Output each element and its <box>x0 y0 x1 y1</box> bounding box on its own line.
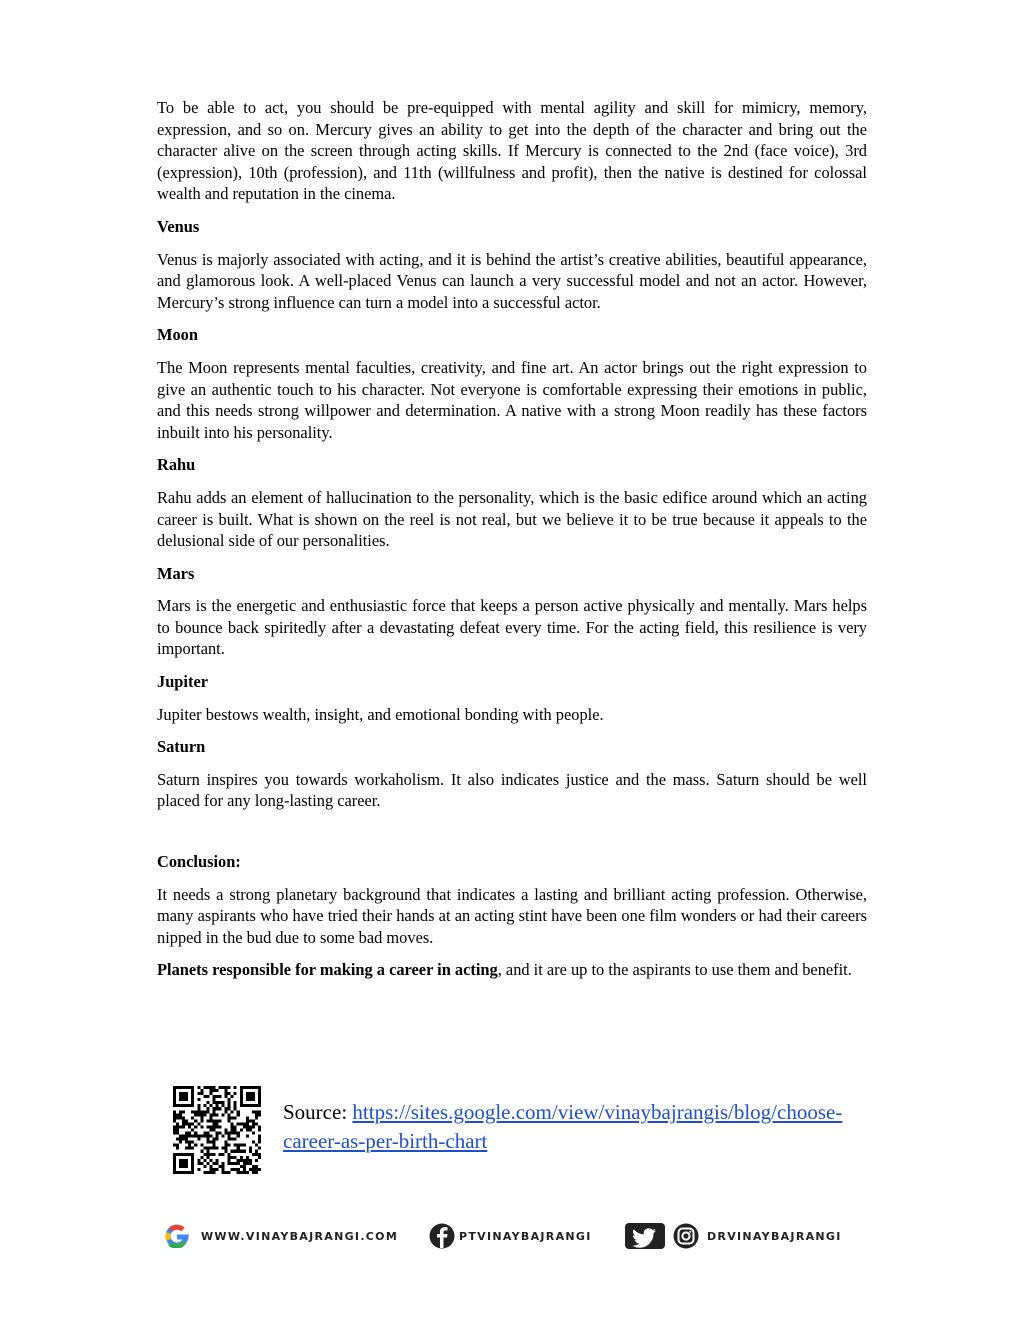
twitter-icon <box>625 1223 665 1249</box>
source-label: Source: <box>283 1100 353 1124</box>
section-saturn <box>157 736 867 812</box>
social-label: DRVINAYBAJRANGI <box>707 1229 842 1243</box>
footer-social[interactable] <box>625 1222 842 1250</box>
section-body: Rahu adds an element of hallucination to the personality, which is the basic edifice around which an acting career is built. What is shown on the reel is not real, but we believe it to be true because it appeals to the delusional side of our personalities. <box>157 487 867 551</box>
section-moon <box>157 324 867 443</box>
section-heading: Jupiter <box>157 672 208 692</box>
section-jupiter <box>157 671 867 725</box>
footer-bar <box>157 1222 867 1250</box>
conclusion-heading: Conclusion: <box>157 852 241 872</box>
section-conclusion <box>157 851 867 981</box>
document-body <box>157 97 867 992</box>
intro-paragraph: To be able to act, you should be pre-equipped with mental agility and skill for mimicry, memory, expression, and so on. Mercury gives an ability to get into the depth of the character and bring out the character alive on the screen through acting skills. If Mercury is connected to the 2nd (face voice), 3rd (expression), 10th (profession), and 11th (willfulness and profit), then the native is destined for colossal wealth and reputation in the cinema. <box>157 98 867 204</box>
google-icon <box>157 1224 197 1248</box>
section-mars <box>157 563 867 660</box>
conclusion-body: It needs a strong planetary background that indicates a lasting and brilliant acting profession. Otherwise, many aspirants who have tried their hands at an acting stint have been one film wonders or had their careers nipped in the bud due to some bad moves. <box>157 884 867 947</box>
instagram-icon <box>669 1223 703 1249</box>
section-body: The Moon represents mental faculties, creativity, and fine art. An actor brings out the right expression to give an authentic touch to his character. Not everyone is comfortable expressing their emotions in public, and this needs strong willpower and determination. A native with a strong Moon readily has these factors inbuilt into his personality. <box>157 357 867 442</box>
section-heading: Saturn <box>157 737 206 757</box>
section-body: Venus is majorly associated with acting, and it is behind the artist’s creative abilities, beautiful appearance, and glamorous look. A well-placed Venus can launch a very successful model and not an actor. However, Mercury’s strong influence can turn a model into a successful actor. <box>157 249 867 312</box>
section-venus <box>157 216 867 313</box>
section-heading: Moon <box>157 325 198 345</box>
source-citation <box>283 1098 883 1156</box>
qr-code-icon[interactable] <box>172 1086 262 1174</box>
footer-facebook[interactable] <box>429 1222 592 1250</box>
closing-text: , and it are up to the aspirants to use them and benefit. <box>497 960 852 980</box>
section-rahu <box>157 454 867 551</box>
section-heading: Mars <box>157 563 195 583</box>
spacer <box>157 823 867 851</box>
facebook-label: PTVINAYBAJRANGI <box>459 1229 592 1243</box>
section-body: Saturn inspires you towards workaholism. It also indicates justice and the mass. Saturn should be well placed for any long-lasting career. <box>157 769 867 811</box>
facebook-icon <box>429 1223 455 1249</box>
website-label: WWW.VINAYBAJRANGI.COM <box>201 1229 399 1243</box>
source-block <box>172 1086 872 1176</box>
closing-bold-text: Planets responsible for making a career in acting <box>157 960 498 980</box>
section-body: Jupiter bestows wealth, insight, and emotional bonding with people. <box>157 704 604 724</box>
section-heading: Venus <box>157 216 200 236</box>
source-link[interactable]: https://sites.google.com/view/vinaybajrangis/blog/choose- <box>352 1100 843 1124</box>
footer-website[interactable] <box>157 1222 398 1250</box>
section-heading: Rahu <box>157 455 196 475</box>
section-body: Mars is the energetic and enthusiastic force that keeps a person active physically and mentally. Mars helps to bounce back spiritedly after a devastating defeat every time. For the acting field, this resilience is very important. <box>157 596 867 659</box>
source-link-continued[interactable]: career-as-per-birth-chart <box>283 1129 488 1153</box>
conclusion-closing <box>157 959 867 981</box>
